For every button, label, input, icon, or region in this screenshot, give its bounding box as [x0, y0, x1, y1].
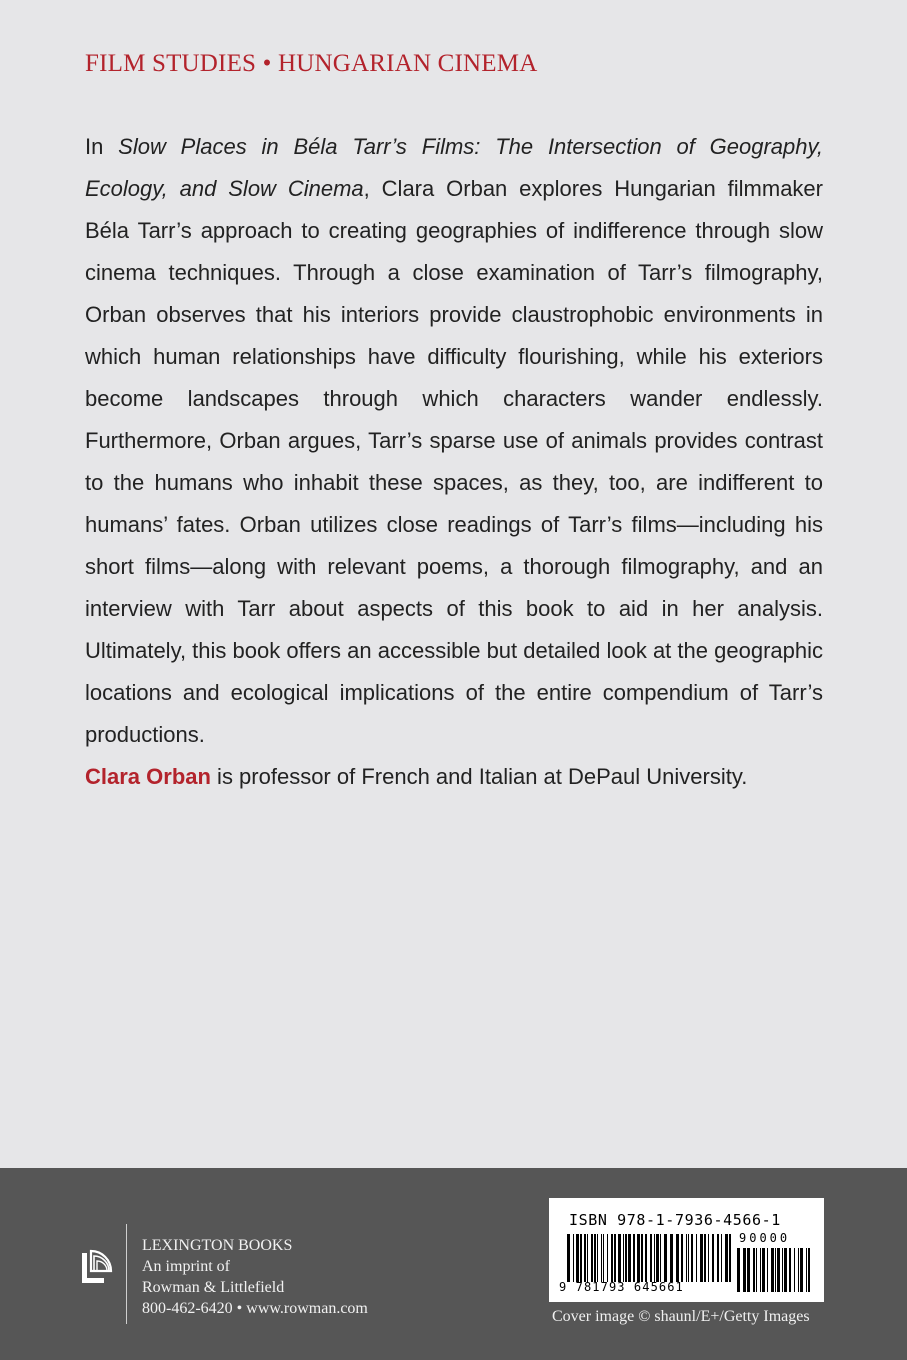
barcode-bar	[567, 1234, 570, 1282]
barcode-bar	[775, 1248, 776, 1292]
author-name: Clara Orban	[85, 764, 211, 789]
barcode-bar	[584, 1234, 586, 1282]
publisher-name: LEXINGTON BOOKS	[142, 1237, 293, 1254]
barcode-bar	[782, 1248, 783, 1292]
ean-barcode-bars	[567, 1234, 731, 1282]
barcode-bar	[756, 1248, 757, 1292]
publisher-logo-icon	[82, 1245, 116, 1285]
barcode-bar	[806, 1248, 807, 1292]
barcode-bar	[686, 1234, 687, 1282]
barcode-bar	[789, 1248, 791, 1292]
barcode-bar	[580, 1234, 582, 1282]
barcode-bar	[681, 1234, 683, 1282]
barcode-bar	[618, 1234, 621, 1282]
imprint-line-1: An imprint of	[142, 1258, 230, 1275]
barcode-bar	[691, 1234, 693, 1282]
barcode-bar	[587, 1234, 588, 1282]
category-label: FILM STUDIES • HUNGARIAN CINEMA	[85, 50, 538, 77]
barcode-bar	[603, 1234, 604, 1282]
barcode-bar	[800, 1248, 803, 1292]
barcode-bar	[614, 1234, 616, 1282]
barcode-bar	[771, 1248, 774, 1292]
barcode-bar	[601, 1234, 602, 1282]
barcode-bar	[784, 1248, 787, 1292]
barcode-digits: 9 781793 645661	[559, 1280, 684, 1294]
price-barcode-bars	[737, 1248, 811, 1292]
barcode-bar	[767, 1248, 768, 1292]
barcode-bar	[760, 1248, 761, 1292]
barcode-bar	[645, 1234, 647, 1282]
barcode-bar	[656, 1234, 659, 1282]
barcode-bar	[712, 1234, 714, 1282]
barcode-bar	[625, 1234, 627, 1282]
barcode-bar	[700, 1234, 703, 1282]
barcode-bar	[743, 1248, 746, 1292]
imprint-line-2: Rowman & Littlefield	[142, 1279, 285, 1296]
book-description	[85, 126, 823, 756]
barcode-bar	[725, 1234, 728, 1282]
book-title: Slow Places in Béla Tarr’s Films: The Intersection of Geography, Ecology, and Slow Cinema	[85, 134, 823, 201]
barcode-bar	[753, 1248, 755, 1292]
barcode-bar	[777, 1248, 780, 1292]
publisher-info	[142, 1235, 368, 1319]
price-code: 90000	[739, 1231, 791, 1245]
barcode-bar	[708, 1234, 709, 1282]
blurb-body: , Clara Orban explores Hungarian filmmaker Béla Tarr’s approach to creating geographies of indifference through slow cinema techniques. Through a close examination of Tarr’s filmography, Orban observes that his interiors provide claustrophobic environments in which human relationships have difficulty flourishing, while his exteriors become landscapes through which characters wander endlessly. Furthermore, Orban argues, Tarr’s sparse use of animals provides contrast to the humans who inhabit these spaces, as they, too, are indifferent to humans’ fates. Orban utilizes close readings of Tarr’s films—including his short films—along with relevant poems, a thorough filmography, and an interview with Tarr about aspects of this book to aid in her analysis. Ultimately, this book offers an accessible but detailed look at the geographic locations and ecological implications of the entire compendium of Tarr’s productions.	[85, 176, 823, 747]
cover-image-credit: Cover image © shaunl/E+/Getty Images	[552, 1308, 810, 1325]
barcode-bar	[607, 1234, 608, 1282]
barcode-bar	[747, 1248, 750, 1292]
barcode-bar	[628, 1234, 631, 1282]
barcode-bar	[576, 1234, 579, 1282]
barcode-bar	[688, 1234, 689, 1282]
barcode-bar	[798, 1248, 799, 1292]
author-bio-text: is professor of French and Italian at DePaul University.	[210, 764, 748, 789]
barcode-bar	[721, 1234, 722, 1282]
barcode-bar	[633, 1234, 635, 1282]
barcode-bar	[591, 1234, 593, 1282]
barcode-bar	[573, 1234, 574, 1282]
barcode-bar	[670, 1234, 673, 1282]
blurb-intro: In	[85, 134, 119, 159]
barcode-bar	[611, 1234, 613, 1282]
author-bio	[85, 756, 845, 798]
barcode-bar	[696, 1234, 697, 1282]
barcode-bar	[794, 1248, 795, 1292]
logo-divider	[126, 1224, 127, 1324]
barcode-bar	[654, 1234, 655, 1282]
barcode-bar	[641, 1234, 643, 1282]
barcode-bar	[676, 1234, 679, 1282]
barcode-bar	[729, 1234, 731, 1282]
barcode-bar	[623, 1234, 624, 1282]
barcode-bar	[664, 1234, 667, 1282]
isbn-number: ISBN 978-1-7936-4566-1	[569, 1211, 781, 1229]
isbn-barcode	[549, 1198, 824, 1302]
barcode-bar	[650, 1234, 652, 1282]
barcode-bar	[704, 1234, 706, 1282]
barcode-bar	[594, 1234, 596, 1282]
barcode-bar	[717, 1234, 719, 1282]
publisher-contact: 800-462-6420 • www.rowman.com	[142, 1300, 368, 1317]
barcode-bar	[737, 1248, 740, 1292]
barcode-bar	[762, 1248, 765, 1292]
barcode-bar	[597, 1234, 598, 1282]
barcode-bar	[660, 1234, 661, 1282]
barcode-bar	[637, 1234, 640, 1282]
barcode-bar	[808, 1248, 810, 1292]
